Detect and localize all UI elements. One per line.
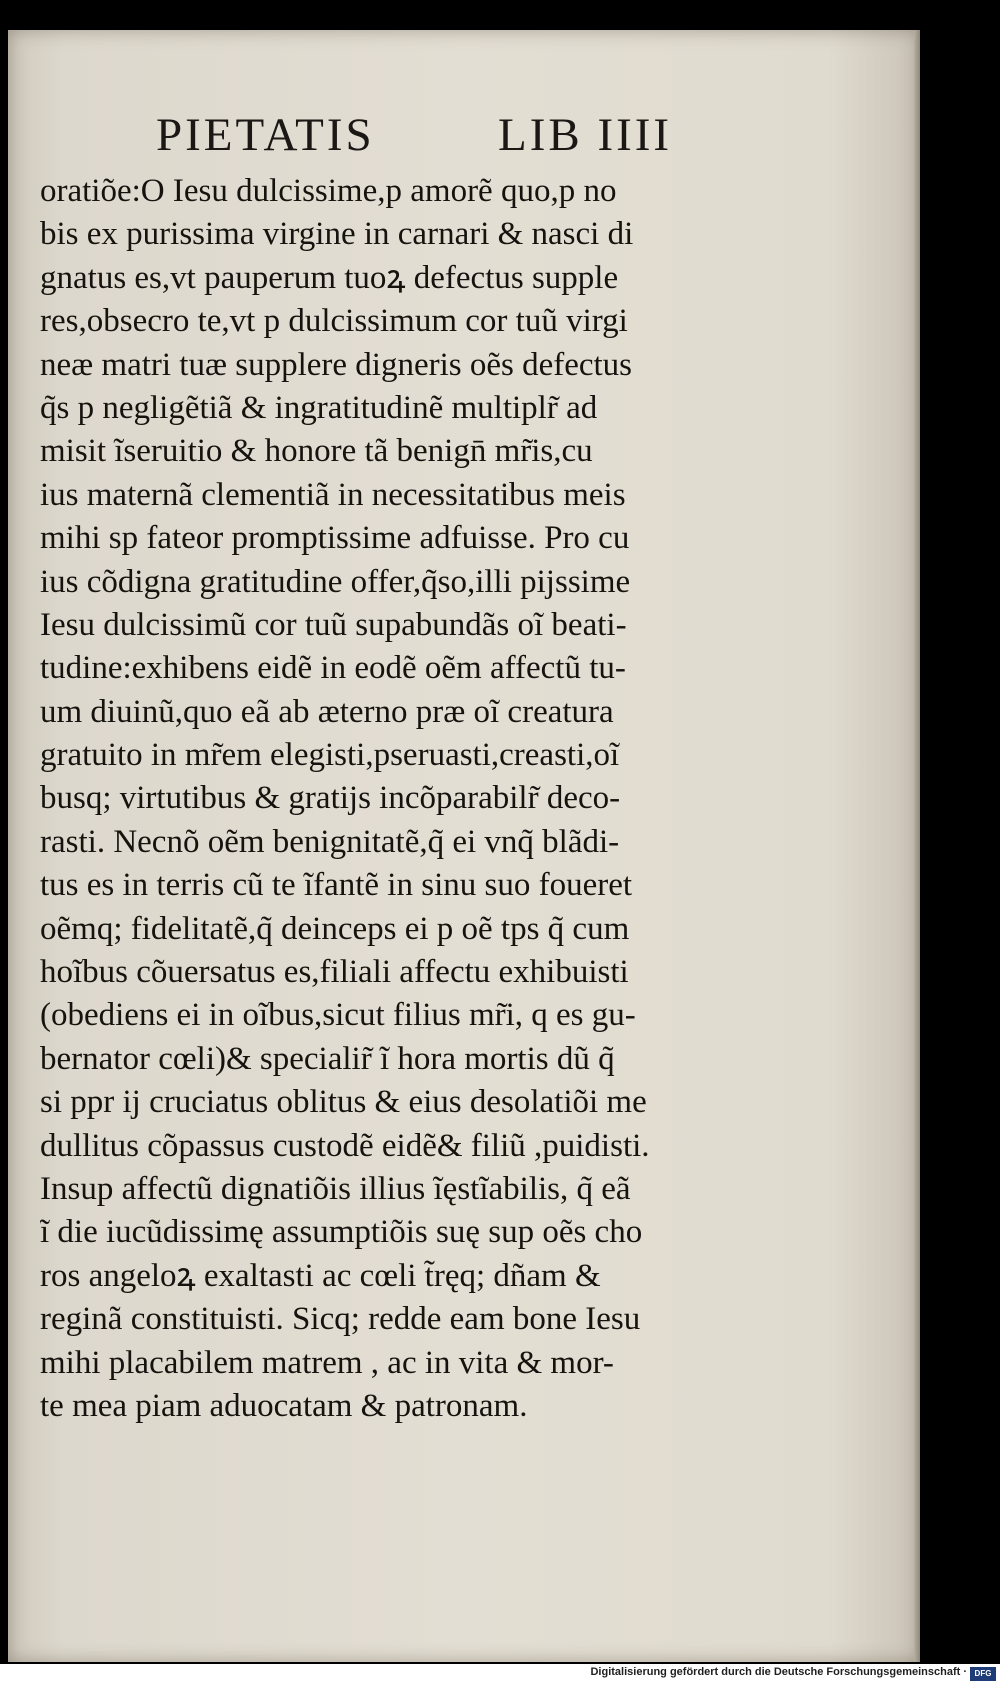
text-line: (obediens ei in oĩbus,sicut filius mr̃i, q es gu- bbox=[40, 997, 636, 1034]
text-line: mihi sp fateor promptissime adfuisse. Pro cu bbox=[40, 520, 630, 557]
text-line: q̃s p negligẽtiã & ingratitudinẽ multiplr̃ ad bbox=[40, 389, 598, 426]
text-line: bis ex purissima virgine in carnari & nasci di bbox=[40, 216, 634, 253]
text-line: Iesu dulcissimũ cor tuũ supabundãs oĩ beati- bbox=[40, 606, 627, 643]
text-line: gratuito in mr̃em elegisti,pseruasti,creasti,oĩ bbox=[40, 737, 620, 774]
text-line: oẽmq; fidelitatẽ,q̃ deinceps ei p oẽ tps q̃ cum bbox=[40, 910, 630, 947]
text-block bbox=[40, 170, 768, 1428]
text-line: si ppr ij cruciatus oblitus & eius desolatiõi me bbox=[40, 1084, 647, 1121]
text-line: te mea piam aduocatam & patronam. bbox=[40, 1387, 528, 1424]
text-line: ius maternã clementiã in necessitatibus meis bbox=[40, 476, 626, 513]
text-line: res,obsecro te,vt p dulcissimum cor tuũ virgi bbox=[40, 303, 628, 340]
running-head-left: PIETATIS bbox=[156, 109, 375, 161]
running-head bbox=[156, 90, 716, 162]
text-line: oratiõe:O Iesu dulcissime,p amorẽ quo,p no bbox=[40, 173, 617, 209]
text-line: Insup affectũ dignatiõis illius ĩęstĩabilis, q̃ eã bbox=[40, 1170, 631, 1207]
text-line: ros angeloꝝ exaltasti ac cœli t̃ręq; dñam & bbox=[40, 1257, 601, 1294]
running-head-right: LIB IIII bbox=[498, 109, 673, 161]
text-line: ius cõdigna gratitudine offer,q̃so,illi pijssime bbox=[40, 563, 631, 600]
text-line: neæ matri tuæ supplere digneris oẽs defectus bbox=[40, 346, 633, 383]
dfg-logo: DFG bbox=[970, 1667, 996, 1681]
text-line: reginã constituisti. Sicq; redde eam bone Iesu bbox=[40, 1301, 641, 1338]
text-line: um diuinũ,quo eã ab æterno præ oĩ creatura bbox=[40, 693, 614, 730]
funding-credit: Digitalisierung gefördert durch die Deutsche Forschungsgemeinschaft · bbox=[590, 1666, 967, 1678]
footer-bar bbox=[0, 1664, 1000, 1686]
text-line: tus es in terris cũ te ĩfantẽ in sinu suo foueret bbox=[40, 867, 633, 904]
text-line: tudine:exhibens eidẽ in eodẽ oẽm affectũ tu- bbox=[40, 650, 626, 687]
book-page bbox=[8, 30, 920, 1662]
text-line: misit ĩseruitio & honore tã benign̄ mr̃is,cu bbox=[40, 433, 593, 470]
text-line: busq; virtutibus & gratijs incõparabilr̃ deco- bbox=[40, 780, 621, 817]
text-line: bernator cœli)& specialir̃ ĩ hora mortis dũ q̃ bbox=[40, 1040, 615, 1077]
text-line: ĩ die iucũdissimę assumptiõis suę sup oẽs cho bbox=[40, 1214, 643, 1251]
text-line: dullitus cõpassus custodẽ eidẽ& filiũ ,puidisti. bbox=[40, 1127, 650, 1164]
text-line: hoĩbus cõuersatus es,filiali affectu exhibuisti bbox=[40, 954, 629, 991]
page-edge bbox=[914, 30, 920, 1662]
text-line: gnatus es,vt pauperum tuoꝝ defectus supple bbox=[40, 259, 619, 296]
text-line: rasti. Necnõ oẽm benignitatẽ,q̃ ei vnq̃ blãdi- bbox=[40, 823, 620, 860]
text-line: mihi placabilem matrem , ac in vita & mor- bbox=[40, 1344, 614, 1381]
